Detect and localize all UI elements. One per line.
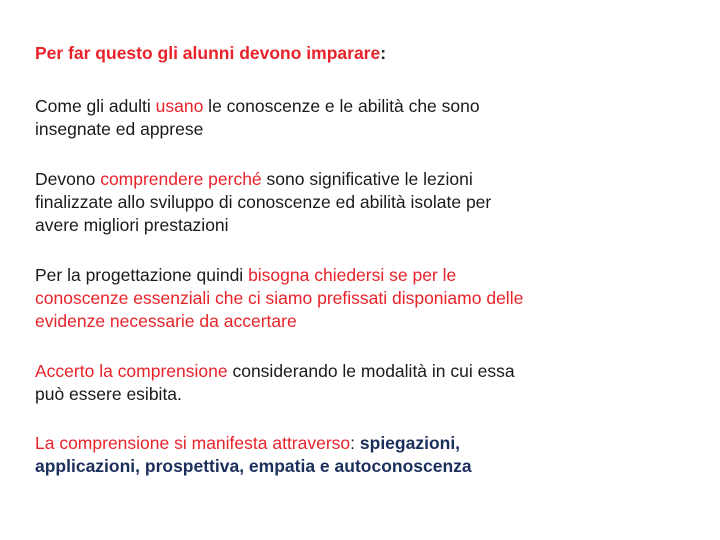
paragraph-verify-understanding [35,360,695,406]
p2-text-c: sono significative le lezioni [261,169,473,189]
p4-text-c: può essere esibita. [35,384,182,404]
p1-highlight-usano: usano [155,96,204,116]
p4-highlight-accerto: Accerto la comprensione [35,361,228,381]
p2-text-e: avere migliori prestazioni [35,215,229,235]
p2-text-d: finalizzate allo sviluppo di conoscenze ed abilità isolate per [35,192,492,212]
p1-text-d: insegnate ed apprese [35,119,204,139]
p3-text-a: Per la progettazione quindi [35,265,249,285]
p2-text-a: Devono [35,169,101,189]
slide-content [35,42,695,478]
p5-bold-d: applicazioni, prospettiva, empatia e autoconoscenza [35,456,472,476]
paragraph-understand-why [35,168,695,237]
p3-highlight-d: evidenze necessarie da accertare [35,311,297,331]
slide-title [35,42,695,65]
p4-text-b: considerando le modalità in cui essa [227,361,515,381]
p1-text-a: Come gli adulti [35,96,156,116]
paragraph-manifest [35,432,695,478]
p5-bold-c: spiegazioni, [359,433,461,453]
p2-highlight-comprendere: comprendere perché [100,169,262,189]
p1-text-c: le conoscenze e le abilità che sono [203,96,480,116]
paragraph-adults-use [35,95,695,141]
paragraph-design [35,264,695,333]
p5-colon: : [350,433,360,453]
p3-highlight-c: conoscenze essenziali che ci siamo prefissati disponiamo delle [35,288,524,308]
title-text: Per far questo gli alunni devono imparare [35,43,381,63]
title-colon: : [380,43,387,63]
p5-highlight-a: La comprensione si manifesta attraverso [35,433,351,453]
p3-highlight-b: bisogna chiedersi se per le [248,265,457,285]
